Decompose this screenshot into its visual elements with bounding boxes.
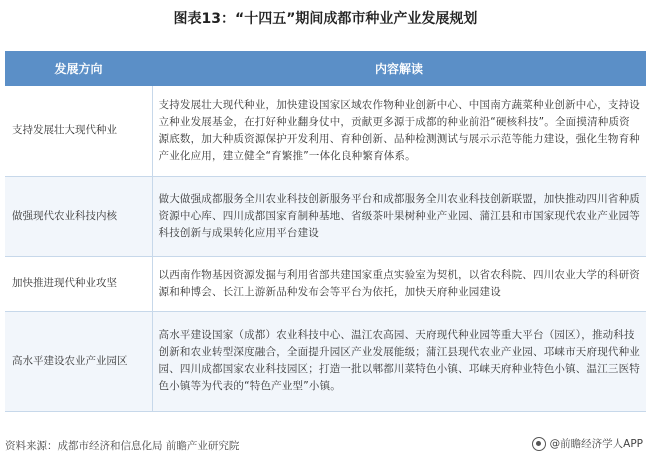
- row-direction: 加快推进现代种业攻坚: [5, 256, 152, 311]
- table-row: [5, 256, 646, 311]
- table-row: [5, 176, 646, 256]
- brand-credit: [532, 436, 643, 451]
- table-row: [5, 311, 646, 411]
- row-direction: 支持发展壮大现代种业: [5, 86, 152, 176]
- brand-text: @前瞻经济学人APP: [549, 438, 643, 450]
- brand-logo-icon: [532, 437, 546, 451]
- header-content: 内容解读: [152, 51, 646, 86]
- header-direction: 发展方向: [5, 51, 152, 86]
- figure-title: 图表13：“十四五”期间成都市种业产业发展规划: [173, 11, 478, 27]
- row-content: 以西南作物基因资源发掘与利用省部共建国家重点实验室为契机，以省农科院、四川农业大学的科研资源和种博会、长江上游新品种发布会等平台为依托，加快天府种业园建设: [152, 256, 646, 311]
- plan-table: [5, 51, 646, 412]
- source-note: 资料来源：成都市经济和信息化局 前瞻产业研究院: [5, 440, 240, 452]
- table-header-row: [5, 51, 646, 86]
- row-content: 高水平建设国家（成都）农业科技中心、温江农高园、天府现代种业园等重大平台（园区），推动科技创新和农业转型深度融合，全面提升园区产业发展能级；蒲江县现代农业产业园、邛崃市天府现代种业园、四川成都国家农业科技园区；打造一批以郫都川菜特色小镇、邛崃天府种业特色小镇、温江三医特色小镇等为代表的“特色产业型”小镇。: [152, 311, 646, 411]
- row-content: 做大做强成都服务全川农业科技创新服务平台和成都服务全川农业科技创新联盟，加快推动四川省种质资源中心库、四川成都国家育制种基地、省级茶叶果树种业产业园、蒲江县和市国家现代农业产业园等科技创新与成果转化应用平台建设: [152, 176, 646, 256]
- row-direction: 高水平建设农业产业园区: [5, 311, 152, 411]
- row-content: 支持发展壮大现代种业，加快建设国家区域农作物种业创新中心、中国南方蔬菜种业创新中心，支持设立种业发展基金，在打好种业翻身仗中，贡献更多源于成都的种业前沿“硬核科技”。全面摸清种质资源底数，加大种质资源保护开发利用、育种创新、品种检测测试与展示示范等能力建设，强化生物育种产业化应用，建立健全“育繁推”一体化良种繁育体系。: [152, 86, 646, 176]
- table-row: [5, 86, 646, 176]
- row-direction: 做强现代农业科技内核: [5, 176, 152, 256]
